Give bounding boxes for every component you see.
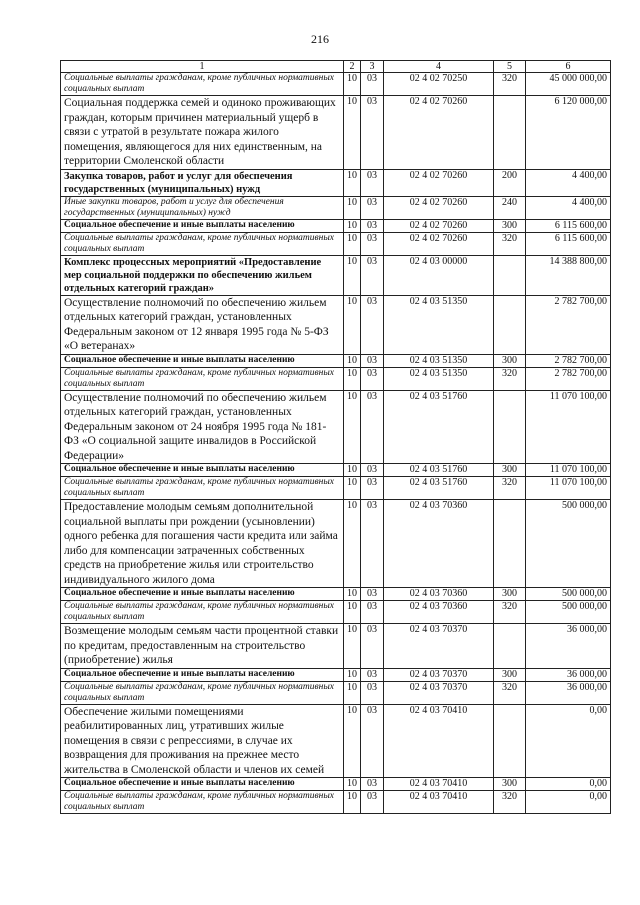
table-row (61, 196, 611, 219)
table-row (61, 778, 611, 791)
section-code-cell: 10 (344, 791, 361, 814)
expense-type-cell: 320 (494, 681, 526, 704)
amount-cell: 500 000,00 (526, 588, 611, 601)
expense-type-cell: 300 (494, 588, 526, 601)
item-name-cell: Социальное обеспечение и иные выплаты населению (61, 464, 344, 477)
item-name-cell: Осуществление полномочий по обеспечению жильем отдельных категорий граждан, установленных Федеральным законом от 24 ноября 1995 года № 181-ФЗ «О социальной защите инвалидов в Российской Федерации» (61, 390, 344, 464)
amount-cell: 2 782 700,00 (526, 295, 611, 354)
amount-cell: 11 070 100,00 (526, 390, 611, 464)
section-code-cell: 10 (344, 778, 361, 791)
subsection-code-cell: 03 (361, 390, 384, 464)
target-article-cell: 02 4 02 70250 (384, 73, 494, 96)
subsection-code-cell: 03 (361, 96, 384, 170)
expense-type-cell: 320 (494, 73, 526, 96)
section-code-cell: 10 (344, 500, 361, 588)
target-article-cell: 02 4 03 70410 (384, 778, 494, 791)
section-code-cell: 10 (344, 681, 361, 704)
subsection-code-cell: 03 (361, 367, 384, 390)
item-name-cell: Возмещение молодым семьям части процентной ставки по кредитам, предоставленным на строительство (приобретение) жилья (61, 624, 344, 669)
expense-type-cell: 320 (494, 477, 526, 500)
subsection-code-cell: 03 (361, 464, 384, 477)
item-name-cell: Предоставление молодым семьям дополнительной социальной выплаты при рождении (усыновлении) одного ребенка для погашения части кредита или займа либо для компенсации затраченных собственных средств на приобретение жилья или строительство индивидуального жилого дома (61, 500, 344, 588)
item-name-cell: Социальная поддержка семей и одиноко проживающих граждан, которым причинен материальный ущерб в связи с утратой в результате пожара жилого помещения, являющегося для них единственным, на территории Смоленской области (61, 96, 344, 170)
section-code-cell: 10 (344, 169, 361, 196)
item-name-cell: Социальное обеспечение и иные выплаты населению (61, 354, 344, 367)
item-name-cell: Социальное обеспечение и иные выплаты населению (61, 219, 344, 232)
item-name-cell: Социальные выплаты гражданам, кроме публичных нормативных социальных выплат (61, 232, 344, 255)
subsection-code-cell: 03 (361, 601, 384, 624)
target-article-cell: 02 4 03 70360 (384, 588, 494, 601)
section-code-cell: 10 (344, 624, 361, 669)
target-article-cell: 02 4 02 70260 (384, 219, 494, 232)
table-row (61, 354, 611, 367)
section-code-cell: 10 (344, 73, 361, 96)
table-row (61, 704, 611, 778)
target-article-cell: 02 4 03 51350 (384, 367, 494, 390)
section-code-cell: 10 (344, 668, 361, 681)
subsection-code-cell: 03 (361, 681, 384, 704)
item-name-cell: Закупка товаров, работ и услуг для обеспечения государственных (муниципальных) нужд (61, 169, 344, 196)
expense-type-cell: 200 (494, 169, 526, 196)
subsection-code-cell: 03 (361, 219, 384, 232)
expense-type-cell (494, 255, 526, 295)
section-code-cell: 10 (344, 601, 361, 624)
amount-cell: 36 000,00 (526, 668, 611, 681)
section-code-cell: 10 (344, 219, 361, 232)
table-row (61, 232, 611, 255)
subsection-code-cell: 03 (361, 624, 384, 669)
table-body (61, 73, 611, 814)
expense-type-cell: 320 (494, 232, 526, 255)
expense-type-cell: 300 (494, 668, 526, 681)
item-name-cell: Социальные выплаты гражданам, кроме публичных нормативных социальных выплат (61, 791, 344, 814)
item-name-cell: Социальное обеспечение и иные выплаты населению (61, 588, 344, 601)
table-row (61, 73, 611, 96)
column-header: 5 (494, 61, 526, 73)
expense-type-cell (494, 500, 526, 588)
expense-type-cell: 300 (494, 464, 526, 477)
target-article-cell: 02 4 03 70410 (384, 791, 494, 814)
amount-cell: 4 400,00 (526, 196, 611, 219)
table-row (61, 588, 611, 601)
expense-type-cell (494, 295, 526, 354)
subsection-code-cell: 03 (361, 354, 384, 367)
item-name-cell: Социальные выплаты гражданам, кроме публичных нормативных социальных выплат (61, 367, 344, 390)
expense-type-cell (494, 704, 526, 778)
item-name-cell: Социальное обеспечение и иные выплаты населению (61, 778, 344, 791)
target-article-cell: 02 4 03 70370 (384, 681, 494, 704)
expense-type-cell (494, 624, 526, 669)
expense-type-cell: 240 (494, 196, 526, 219)
section-code-cell: 10 (344, 588, 361, 601)
target-article-cell: 02 4 03 51760 (384, 477, 494, 500)
amount-cell: 36 000,00 (526, 624, 611, 669)
section-code-cell: 10 (344, 477, 361, 500)
table-row (61, 464, 611, 477)
amount-cell: 500 000,00 (526, 500, 611, 588)
amount-cell: 11 070 100,00 (526, 464, 611, 477)
target-article-cell: 02 4 03 70360 (384, 500, 494, 588)
target-article-cell: 02 4 02 70260 (384, 232, 494, 255)
subsection-code-cell: 03 (361, 778, 384, 791)
target-article-cell: 02 4 03 70370 (384, 668, 494, 681)
expense-type-cell: 320 (494, 791, 526, 814)
expense-type-cell: 300 (494, 219, 526, 232)
expense-type-cell: 300 (494, 778, 526, 791)
target-article-cell: 02 4 02 70260 (384, 96, 494, 170)
item-name-cell: Социальные выплаты гражданам, кроме публичных нормативных социальных выплат (61, 601, 344, 624)
section-code-cell: 10 (344, 196, 361, 219)
item-name-cell: Комплекс процессных мероприятий «Предоставление мер социальной поддержки по обеспечению жильем отдельных категорий граждан» (61, 255, 344, 295)
subsection-code-cell: 03 (361, 255, 384, 295)
table-row (61, 295, 611, 354)
target-article-cell: 02 4 03 70360 (384, 601, 494, 624)
amount-cell: 6 115 600,00 (526, 232, 611, 255)
expense-type-cell: 320 (494, 367, 526, 390)
amount-cell: 0,00 (526, 791, 611, 814)
target-article-cell: 02 4 03 51350 (384, 295, 494, 354)
section-code-cell: 10 (344, 367, 361, 390)
amount-cell: 2 782 700,00 (526, 354, 611, 367)
amount-cell: 2 782 700,00 (526, 367, 611, 390)
amount-cell: 11 070 100,00 (526, 477, 611, 500)
subsection-code-cell: 03 (361, 169, 384, 196)
amount-cell: 0,00 (526, 778, 611, 791)
item-name-cell: Социальные выплаты гражданам, кроме публичных нормативных социальных выплат (61, 681, 344, 704)
target-article-cell: 02 4 03 70410 (384, 704, 494, 778)
target-article-cell: 02 4 03 51350 (384, 354, 494, 367)
table-row (61, 668, 611, 681)
budget-table (60, 60, 611, 814)
column-header: 2 (344, 61, 361, 73)
subsection-code-cell: 03 (361, 196, 384, 219)
section-code-cell: 10 (344, 96, 361, 170)
target-article-cell: 02 4 03 51760 (384, 464, 494, 477)
expense-type-cell (494, 96, 526, 170)
item-name-cell: Обеспечение жилыми помещениями реабилитированных лиц, утративших жилые помещения в связи с репрессиями, в случае их возвращения для проживания на прежнее место жительства в Смоленской области и членов их семей (61, 704, 344, 778)
page-number: 216 (311, 32, 329, 46)
column-number-row (61, 61, 611, 73)
amount-cell: 500 000,00 (526, 601, 611, 624)
subsection-code-cell: 03 (361, 704, 384, 778)
subsection-code-cell: 03 (361, 588, 384, 601)
item-name-cell: Иные закупки товаров, работ и услуг для обеспечения государственных (муниципальных) нужд (61, 196, 344, 219)
expense-type-cell (494, 390, 526, 464)
section-code-cell: 10 (344, 255, 361, 295)
target-article-cell: 02 4 02 70260 (384, 169, 494, 196)
section-code-cell: 10 (344, 390, 361, 464)
table-row (61, 624, 611, 669)
item-name-cell: Социальное обеспечение и иные выплаты населению (61, 668, 344, 681)
item-name-cell: Социальные выплаты гражданам, кроме публичных нормативных социальных выплат (61, 73, 344, 96)
subsection-code-cell: 03 (361, 73, 384, 96)
subsection-code-cell: 03 (361, 668, 384, 681)
amount-cell: 4 400,00 (526, 169, 611, 196)
table-row (61, 390, 611, 464)
table-row (61, 169, 611, 196)
amount-cell: 36 000,00 (526, 681, 611, 704)
table-row (61, 601, 611, 624)
subsection-code-cell: 03 (361, 500, 384, 588)
column-header: 4 (384, 61, 494, 73)
table-row (61, 791, 611, 814)
target-article-cell: 02 4 03 51760 (384, 390, 494, 464)
amount-cell: 6 120 000,00 (526, 96, 611, 170)
column-header: 3 (361, 61, 384, 73)
table-row (61, 219, 611, 232)
section-code-cell: 10 (344, 232, 361, 255)
target-article-cell: 02 4 03 00000 (384, 255, 494, 295)
section-code-cell: 10 (344, 704, 361, 778)
target-article-cell: 02 4 03 70370 (384, 624, 494, 669)
section-code-cell: 10 (344, 295, 361, 354)
column-header: 1 (61, 61, 344, 73)
table-row (61, 96, 611, 170)
subsection-code-cell: 03 (361, 295, 384, 354)
amount-cell: 14 388 800,00 (526, 255, 611, 295)
table-row (61, 500, 611, 588)
section-code-cell: 10 (344, 354, 361, 367)
item-name-cell: Осуществление полномочий по обеспечению жильем отдельных категорий граждан, установленных Федеральным законом от 12 января 1995 года № 5-ФЗ «О ветеранах» (61, 295, 344, 354)
column-header: 6 (526, 61, 611, 73)
expense-type-cell: 320 (494, 601, 526, 624)
amount-cell: 45 000 000,00 (526, 73, 611, 96)
table-row (61, 255, 611, 295)
subsection-code-cell: 03 (361, 232, 384, 255)
amount-cell: 6 115 600,00 (526, 219, 611, 232)
table-row (61, 477, 611, 500)
target-article-cell: 02 4 02 70260 (384, 196, 494, 219)
item-name-cell: Социальные выплаты гражданам, кроме публичных нормативных социальных выплат (61, 477, 344, 500)
subsection-code-cell: 03 (361, 791, 384, 814)
table-row (61, 367, 611, 390)
table-row (61, 681, 611, 704)
amount-cell: 0,00 (526, 704, 611, 778)
section-code-cell: 10 (344, 464, 361, 477)
subsection-code-cell: 03 (361, 477, 384, 500)
expense-type-cell: 300 (494, 354, 526, 367)
